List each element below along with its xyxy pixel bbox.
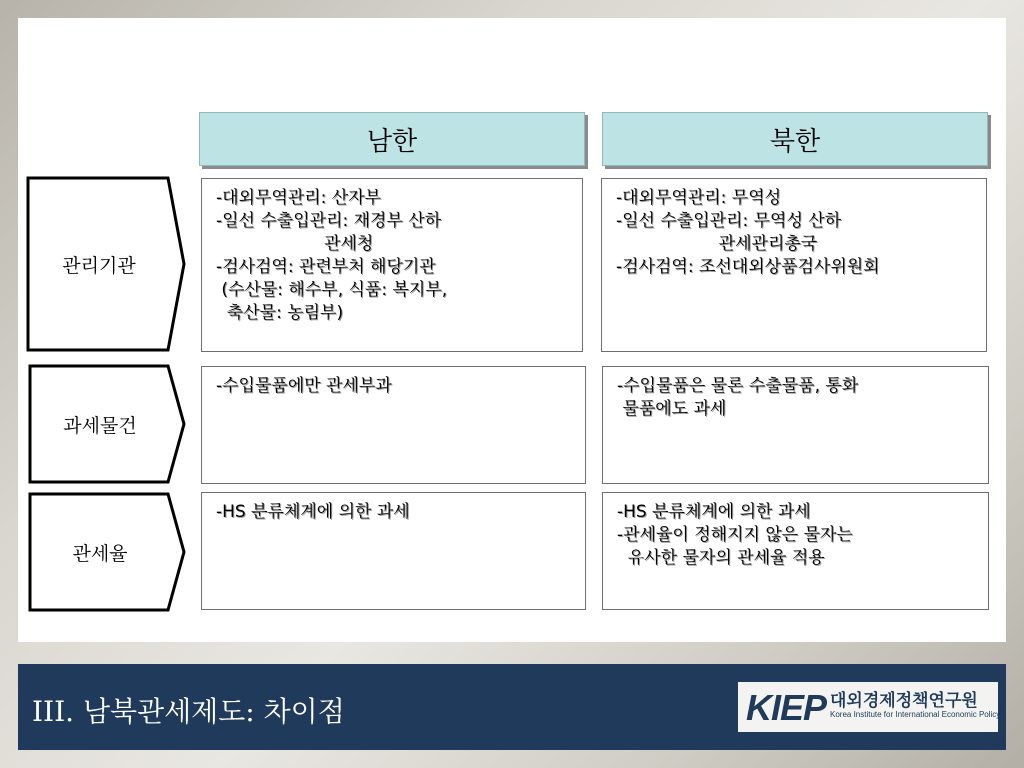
cell-line: 축산물: 농림부)	[216, 303, 344, 323]
cell-line: (수산물: 해수부, 식품: 복지부,	[216, 280, 448, 300]
cell-management-north	[601, 178, 987, 352]
row-label-management	[26, 176, 188, 352]
cell-line: 관세관리총국	[616, 234, 818, 254]
slide-body	[18, 18, 1006, 642]
cell-tariff-rate-north	[602, 492, 989, 610]
logo-korean-name: 대외경제정책연구원	[830, 691, 978, 711]
cell-line: -HS 분류체계에 의한 과세	[216, 502, 410, 522]
logo-english-name: Korea Institute for International Economic Policy	[830, 710, 1001, 719]
cell-line: -수입물품은 물론 수출물품, 통화	[617, 376, 859, 396]
cell-line: 물품에도 과세	[617, 399, 727, 419]
cell-line: -대외무역관리: 무역성	[616, 188, 782, 208]
column-header-south-label: 남한	[366, 126, 418, 157]
cell-line: -수입물품에만 관세부과	[216, 376, 392, 396]
row-label-tariff-rate-text: 관세율	[72, 542, 128, 565]
cell-taxable-south	[201, 366, 586, 484]
logo-mark-text: KIEP	[746, 687, 827, 728]
cell-management-south	[201, 178, 583, 352]
column-header-north-label: 북한	[769, 126, 821, 157]
cell-line: -일선 수출입관리: 무역성 산하	[616, 211, 842, 231]
cell-line: 관세청	[216, 234, 374, 254]
row-label-taxable-text: 과세물건	[63, 414, 137, 437]
row-label-management-text: 관리기관	[62, 254, 136, 277]
slide-title: III. 남북관세제도: 차이점	[32, 695, 345, 728]
kiep-logo-icon	[746, 687, 826, 729]
cell-taxable-north	[602, 366, 989, 484]
column-header-north	[602, 112, 988, 166]
row-label-tariff-rate	[28, 492, 188, 612]
cell-tariff-rate-south	[201, 492, 586, 610]
cell-line: -관세율이 정해지지 않은 물자는	[617, 525, 853, 545]
kiep-logo	[738, 682, 1001, 732]
cell-line: -대외무역관리: 산자부	[216, 188, 382, 208]
cell-line: -일선 수출입관리: 재경부 산하	[216, 211, 442, 231]
column-header-south	[199, 112, 585, 166]
row-label-taxable	[28, 364, 188, 484]
cell-line: -HS 분류체계에 의한 과세	[617, 502, 811, 522]
cell-line: -검사검역: 관련부처 해당기관	[216, 257, 436, 277]
cell-line: -검사검역: 조선대외상품검사위원회	[616, 257, 880, 277]
cell-line: 유사한 물자의 관세율 적용	[617, 548, 825, 568]
footer-bar	[18, 664, 1006, 750]
